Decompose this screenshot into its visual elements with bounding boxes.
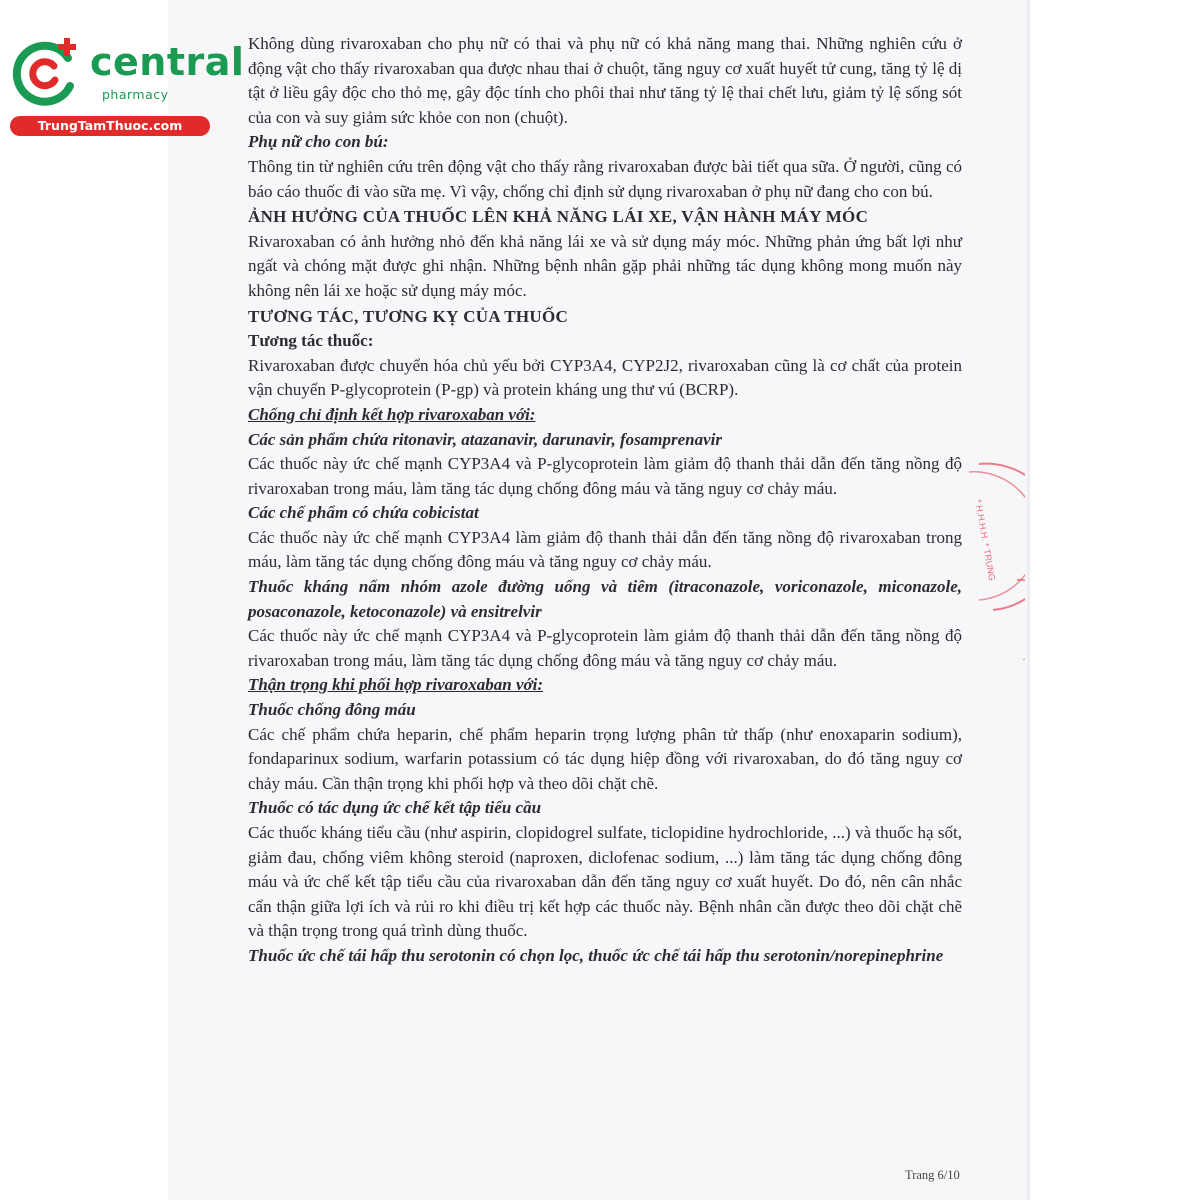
stamp-text: * H.H.H.H. * TRUNG [973,498,998,582]
heading-driving: ẢNH HƯỞNG CỦA THUỐC LÊN KHẢ NĂNG LÁI XE, VẬN HÀNH MÁY MÓC [248,207,869,227]
red-stamp [965,460,1025,660]
pharmacy-logo-icon [10,36,82,108]
heading-drug-interactions: Tương tác thuốc: [248,331,374,351]
heading-cobicistat: Các chế phẩm có chứa cobicistat [248,503,479,523]
heading-contraindicated: Chống chỉ định kết hợp rivaroxaban với: [248,404,536,424]
heading-ssri: Thuốc ức chế tái hấp thu serotonin có chọn lọc, thuốc ức chế tái hấp thu serotonin/norepinephrine [248,945,944,965]
paragraph-ritonavir: Các thuốc này ức chế mạnh CYP3A4 và P-glycoprotein làm giảm độ thanh thải dẫn đến tăng nồng độ rivaroxaban trong máu, làm tăng tác dụng chống đông máu và tăng nguy cơ chảy máu. [248,454,962,498]
brand-logo[interactable] [10,36,245,146]
heading-azole: Thuốc kháng nấm nhóm azole đường uống và tiêm (itraconazole, voriconazole, miconazole, posaconazole, ketoconazole) và ensitrelvir [248,577,962,621]
heading-ritonavir: Các sản phẩm chứa ritonavir, atazanavir, darunavir, fosamprenavir [248,429,722,449]
brand-website[interactable]: TrungTamThuoc.com [10,116,210,136]
page-number: Trang 6/10 [905,1168,960,1182]
document-body [248,32,962,969]
paragraph-driving: Rivaroxaban có ảnh hưởng nhỏ đến khả năng lái xe và sử dụng máy móc. Những phản ứng bất lợi như ngất và chóng mặt được ghi nhận. Những bệnh nhân gặp phải những tác dụng không mong muốn này không nên lái xe hoặc sử dụng máy móc. [248,231,962,300]
heading-platelet: Thuốc có tác dụng ức chế kết tập tiểu cầu [248,798,542,818]
heading-anticoagulants: Thuốc chống đông máu [248,700,416,720]
paragraph-breastfeeding: Thông tin từ nghiên cứu trên động vật cho thấy rằng rivaroxaban được bài tiết qua sữa. Ở người, cũng có báo cáo thuốc đi vào sữa mẹ. Vì vậy, chống chỉ định sử dụng rivaroxaban ở phụ nữ đang cho con bú. [248,156,962,201]
paragraph-pregnancy: Không dùng rivaroxaban cho phụ nữ có thai và phụ nữ có khả năng mang thai. Những nghiên cứu ở động vật cho thấy rivaroxaban qua được nhau thai ở chuột, tăng nguy cơ xuất huyết tử cung, tăng tỷ lệ dị tật ở liều gây độc cho thỏ mẹ, gây độc tính cho phôi thai như tăng tỷ lệ thai chết lưu, giảm tỷ lệ sống sót của con và suy giảm sức khỏe con non (chuột). [248,34,962,127]
heading-breastfeeding: Phụ nữ cho con bú: [248,132,389,152]
paragraph-cobicistat: Các thuốc này ức chế mạnh CYP3A4 làm giảm độ thanh thải dẫn đến tăng nồng độ rivaroxaban trong máu, làm tăng tác dụng chống đông máu và tăng nguy cơ chảy máu. [248,527,962,572]
paragraph-metabolism: Rivaroxaban được chuyển hóa chủ yếu bởi CYP3A4, CYP2J2, rivaroxaban cũng là cơ chất của protein vận chuyển P-glycoprotein (P-gp) và protein kháng ung thư vú (BCRP). [248,355,962,400]
heading-caution: Thận trọng khi phối hợp rivaroxaban với: [248,675,544,695]
paragraph-anticoagulants: Các chế phẩm chứa heparin, chế phẩm heparin trọng lượng phân tử thấp (như enoxaparin sodium), fondaparinux sodium, warfarin potassium có tác dụng hiệp đồng với rivaroxaban, do đó tăng nguy cơ chảy máu. Cần thận trọng khi phối hợp và theo dõi chặt chẽ. [248,724,962,793]
brand-subtitle: pharmacy [102,87,169,102]
paragraph-platelet: Các thuốc kháng tiểu cầu (như aspirin, clopidogrel sulfate, ticlopidine hydrochloride, ...) và thuốc hạ sốt, giảm đau, chống viêm không steroid (naproxen, diclofenac sodium, ...) làm tăng tác dụng chống đông máu và ức chế kết tập tiểu cầu của rivaroxaban dẫn đến tăng nguy cơ xuất huyết. Do đó, nên cân nhắc cẩn thận giữa lợi ích và rủi ro khi điều trị kết hợp các thuốc này. Bệnh nhân cần được theo dõi chặt chẽ và thận trọng trong quá trình dùng thuốc. [248,823,962,941]
brand-name: central [90,40,245,84]
heading-interactions: TƯƠNG TÁC, TƯƠNG KỴ CỦA THUỐC [248,306,569,326]
paragraph-azole: Các thuốc này ức chế mạnh CYP3A4 và P-glycoprotein làm giảm độ thanh thải dẫn đến tăng nồng độ rivaroxaban trong máu, làm tăng tác dụng chống đông máu và tăng nguy cơ chảy máu. [248,626,962,670]
